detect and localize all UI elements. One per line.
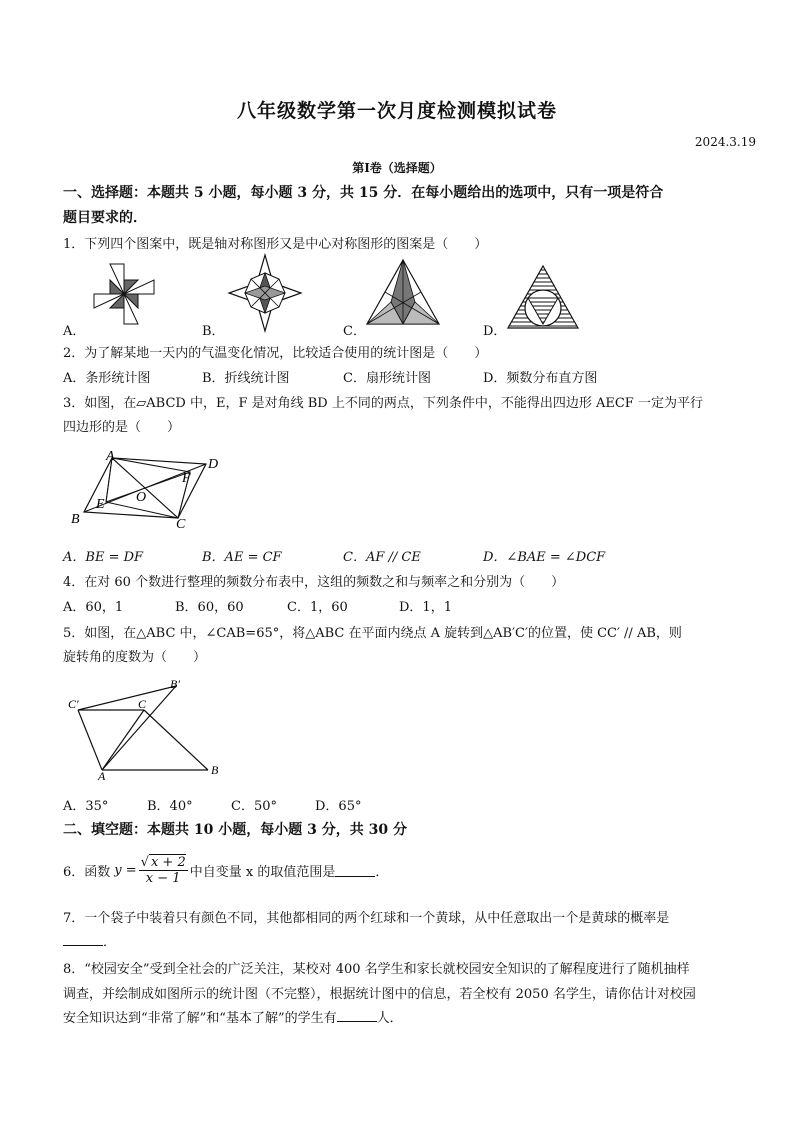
q3-option-c[interactable]: C．AF // CE: [343, 550, 421, 565]
q3-label-e: E: [96, 497, 105, 512]
q3-label-o: O: [136, 490, 147, 505]
q5-option-d[interactable]: D．65°: [315, 799, 362, 814]
q3-label-a: A: [106, 449, 115, 464]
q5-label-a: A: [98, 769, 106, 782]
q8-line3: [63, 1007, 733, 1026]
q3-stem-line1: 3．如图，在▱ABCD 中，E，F 是对角线 BD 上不同的两点，下列条件中，不能得出四边形 AECF 一定为平行: [63, 396, 703, 411]
q6-y: y =: [114, 862, 137, 878]
q7-line1: 7．一个袋子中装着只有颜色不同，其他都相同的两个红球和一个黄球，从中任意取出一个是黄球的概率是: [63, 911, 670, 926]
q5-label-b-prime: B′: [170, 677, 180, 691]
q8-line3-text: 安全知识达到“非常了解”和“基本了解”的学生有: [63, 1011, 337, 1026]
parallelogram-figure: [66, 446, 236, 532]
q5-label-c-prime: C′: [68, 697, 79, 711]
q7-line2: [63, 931, 733, 950]
q3-stem-line2: 四边形的是（ ）: [63, 420, 181, 435]
q5-stem-line2: 旋转角的度数为（ ）: [63, 650, 207, 665]
pinwheel-figure: [88, 258, 160, 330]
q5-option-b[interactable]: B．40°: [147, 799, 193, 814]
q1-option-a[interactable]: A．: [63, 324, 86, 339]
q6-answer-blank[interactable]: [335, 864, 375, 877]
page-title: 八年级数学第一次月度检测模拟试卷: [236, 100, 557, 122]
q6-denominator: x − 1: [145, 870, 181, 886]
q6-numerator: x + 2: [150, 854, 186, 870]
q7-answer-blank[interactable]: [63, 933, 103, 946]
star-figure: [225, 253, 305, 333]
q8-end: 人．: [376, 1011, 403, 1026]
q5-label-b: B: [211, 763, 219, 777]
q6-end: ．: [375, 864, 389, 880]
q7-end: ．: [103, 935, 117, 950]
exam-date: 2024.3.19: [694, 135, 756, 149]
q2-option-c[interactable]: C．扇形统计图: [343, 371, 431, 386]
q3-label-f: F: [182, 471, 191, 486]
q5-option-a[interactable]: A．35°: [63, 799, 109, 814]
q3-option-a[interactable]: A．BE = DF: [63, 550, 144, 565]
q6-line: [63, 852, 733, 888]
section1-line1: 一、选择题：本题共 5 小题，每小题 3 分，共 15 分．在每小题给出的选项中，只有一项是符合: [63, 185, 664, 201]
q3-label-b: B: [71, 512, 80, 527]
q2-option-b[interactable]: B．折线统计图: [202, 371, 290, 386]
q3-label-c: C: [176, 517, 186, 532]
triangle-circle-figure: [506, 264, 580, 330]
triangle-figure: [365, 258, 441, 326]
q4-option-b[interactable]: B．60，60: [175, 600, 244, 615]
q2-stem: 2．为了解某地一天内的气温变化情况，比较适合使用的统计图是（ ）: [63, 346, 488, 361]
q8-line2: 调查，并绘制成如图所示的统计图（不完整），根据统计图中的信息，若全校有 2050 名学生，请你估计对校园: [63, 987, 696, 1002]
section2-heading: 二、填空题：本题共 10 小题，每小题 3 分，共 30 分: [63, 822, 407, 838]
q6-suffix: 中自变量 x 的取值范围是: [189, 864, 336, 880]
volume-heading: 第Ⅰ卷（选择题）: [352, 161, 442, 175]
q3-option-b[interactable]: B．AE = CF: [202, 550, 282, 565]
q4-option-a[interactable]: A．60，1: [63, 600, 124, 615]
q1-option-c[interactable]: C．: [343, 324, 366, 339]
q8-line1: 8．“校园安全”受到全社会的广泛关注，某校对 400 名学生和家长就校园安全知识的了解程度进行了随机抽样: [63, 962, 690, 977]
q6-fraction: $\frac{√ x + 2}{x - 1}$: [140, 854, 186, 886]
q4-option-c[interactable]: C．1，60: [287, 600, 348, 615]
q3-label-d: D: [208, 457, 219, 472]
q4-option-d[interactable]: D．1，1: [399, 600, 452, 615]
q2-option-d[interactable]: D．频数分布直方图: [483, 371, 598, 386]
q6-prefix: 6．函数: [63, 864, 111, 880]
q5-label-c: C: [138, 697, 147, 711]
q8-answer-blank[interactable]: [337, 1009, 377, 1022]
q1-stem: 1．下列四个图案中，既是轴对称图形又是中心对称图形的图案是（ ）: [63, 237, 488, 252]
q2-option-a[interactable]: A．条形统计图: [63, 371, 151, 386]
q3-option-d[interactable]: D．∠BAE = ∠DCF: [483, 550, 606, 565]
q1-option-d[interactable]: D．: [483, 324, 507, 339]
q1-option-b[interactable]: B．: [202, 324, 225, 339]
q5-option-c[interactable]: C．50°: [231, 799, 277, 814]
q5-stem-line1: 5．如图，在△ABC 中，∠CAB=65°，将△ABC 在平面内绕点 A 旋转到△AB′C′的位置，使 CC′ // AB，则: [63, 626, 682, 641]
q4-stem: 4．在对 60 个数进行整理的频数分布表中，这组的频数之和与频率之和分别为（ ）: [63, 575, 565, 590]
rotation-figure: [66, 676, 226, 782]
section1-line2: 题目要求的．: [63, 210, 147, 226]
